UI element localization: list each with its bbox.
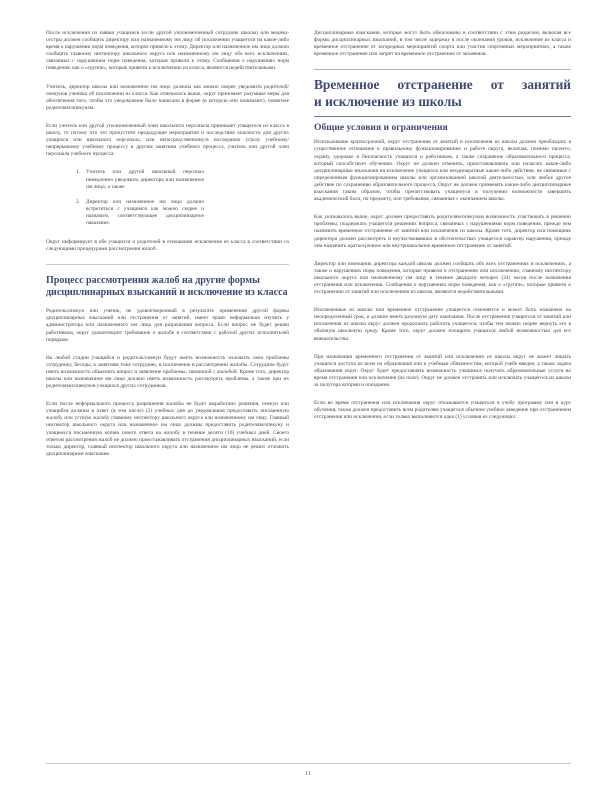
paragraph: После исключения из заявки учащимся (если другой уполномоченный сотрудник школы) или медико-сестры должен сообщить директору или назначенному им лицу об исключении учащегося на какое-либо время о нарушении норм поведения, которое привело к этому. Директор или назначенное им лицо должно сообщить главному инспектору школьного округа или назначенному им лицу обо всех исключениях, связанных с нарушением норм поведения, которые привели к этому. Сообщения о нарушениях норм поведения, как о «группе», которые привели к исключению из класса, являются недействительными. — [46, 30, 289, 72]
section-heading: Процесс рассмотрения жалоб на другие формы дисциплинарных взысканий и исключение из класса — [46, 275, 288, 298]
numbered-list — [46, 169, 289, 227]
paragraph: При назначении временного отстранения от занятий или исключения из школы округ не может лишать учащихся доступа ко всем на образования или к учебным обязанностям, которой учебе введен, а также задача образования округ. Округ будет предоставлять возможность учащимся получать образовательные услуги во время отстранения или исключения (на поле). Округ не должен отстранять или исключать учащегося из школы за полутора шторми и опоздания. — [314, 353, 571, 388]
heading-underline — [314, 116, 571, 117]
paragraph: Если во время отстранения или исключения округ отказывается учащегося в учебу программу или в курс обучения, также должен предоставить всем родителям учащегося обычное учебное заведение при отстранением отстранения или исключения, если только выполняются одна (1) условия из следующих: — [314, 400, 571, 421]
list-text: Учитель или другой школьный персонал немедленно уведомить директора или назначенное им лицо; а также — [86, 169, 204, 190]
section-heading-line-2: и исключение из школы — [314, 94, 462, 110]
paragraph: На любой стадии учащийся и родитель/опекун будут иметь возможность изложить свои проблемы сотруднику, беседы, к занятиям тоже сотрудник, в исключение в рассмотрении жалобы. Сотрудник будут иметь возможность объяснить вопрос и заявление проблемы, связанной с жалобой. Кроме того, директор школы или назначенное им лицо должно иметь возможность рассмотреть проблемы, а также при их родителями/опекунов учащихся других сотрудников. — [46, 354, 289, 390]
paragraph: Округ информирует в обе учащихся и родителей в отношении исключения из класса в соответствии со следующими процедурами рассмотрения жалоб. — [46, 239, 289, 253]
section-heading-line-1: Временное отстранение от занятий — [314, 77, 571, 93]
paragraph: Использование краткосрочной, округ отстранения от занятий и исключения из школы должно преобладать в существенное отношение к правильному функционированию и работе округа, включая, помимо прочего, охрану, здоровье и безопасность учащихся и работников, а также сохранение образовательного процесса, который способствует обучению. Округ не должен отменять, приостанавливать или налагать какие-либо дисциплинарные взыскания на исключение учащихся или неоднократные какие-либо действия, не связанные с определенным функционированием школы или организованной школой деятельностью, или любое другое действие по сохранению образовательного процесса. Округ не должен применять какие-либо дисциплинарные взыскания таким образом, чтобы препятствовать учащемуся в получении возможности завершить академический балл, по предмету, или требования, связанные с окончанием школы. — [314, 139, 571, 203]
right-column — [314, 30, 571, 432]
paragraph: Исключенные из школы или временное отстранение учащегося отменяется и может быть назначено на неопределенный срок, и должно иметь разумную дату окончания. После отстранения учащегося от занятий или исключения из школы округ должен продолжать работать учащегося, чтобы тем можно скорее вернуть его в обычную школьную среду. Кроме того, округ должен поощрять учащихся любой возможностью для его вмешательства. — [314, 307, 571, 342]
left-column — [46, 30, 289, 469]
paragraph: Если после неформального процесса разрешения жалобы не будет выработано решения, опекун или учащийся должны в ответ (в том числе) (2) учебных дня до уведомления предоставить письменную жалобу или устную жалобу главному инспектору школьного округа или назначенному им лицу. Главный инспектор школьного округа или назначенное им лицо должны предоставить родителям/опекуну и учащемуся письменную копию своего ответа на жалобу в течение десяти (10) учебных дней. Своего ответом рассмотрения жалоб не должно приостанавливать отстранения дисциплинарных взысканий, если только директор, главный инспектор школьного округа или назначенное им лицо не решит отложить дисциплинарное взыскание. — [46, 401, 289, 457]
paragraph: Директор или помощник директора каждой школы должен сообщать обо всех отстранениях и исключениях, а также о нарушениях норм поведения, которые привели к отстранению или исключению, главному инспектору школьного округа или назначенному им лицу в течение двадцати четырех (24) часов после назначения отстранения или исключения. Сообщения о нарушениях норм поведения, как о «группе», которые привели к отстранению от занятий или исключению из школы, являются недействительными. — [314, 260, 571, 296]
paragraph: Как указывалось выше, округ должен предоставить родителям/опекунам возможность участвовать в решении проблемы, поддержать учащегося решениях вопроса, связанных с нарушениями норм поведения, прежде чем назначить временное отстранение от занятий или исключение из школы. Кроме того, директор или помощник директора должен рассмотреть и неучаствовавших в обстоятельствах учащегося характер нарушения, прежде чем назначить краткосрочное или внутришкольное временное отстранение от занятий. — [314, 214, 571, 249]
list-text: Директор или назначенное им лицо должно встретиться с учащимся как можно скорее и назначить соответствующее дисциплинарное наказание. — [86, 198, 204, 226]
paragraph: Родитель/опекун или ученик, не удовлетворенный в результате применения другой формы дисциплинарных взысканий или отстранения от занятий, имеет право неформально изучить у администратора или назначенного им лица для разрешения вопроса. Если вопрос не будет решен работником, округ удовлетворит требование о жалобе в соответствии с работой других исполнителей порядком. — [46, 308, 289, 343]
list-item — [46, 169, 289, 190]
paragraph: Дисциплинарные взыскания, которые могут быть обжалованы в соответствии с этим разделом, включая все формы дисциплинарных взысканий, в том числе задержку в после окончания уроков, исключение из класса и временное отстранение от загородных мероприятий спорта или участия спортивных мероприятиях, а также временное отстранение или запрет на временное отстранение от экзаменов. — [314, 30, 571, 58]
list-item — [46, 199, 289, 227]
section-divider — [46, 264, 289, 265]
footer-divider — [46, 763, 571, 764]
list-number: 1. — [75, 169, 80, 176]
section-divider — [314, 69, 571, 70]
paragraph: Если учитель или другой уполномоченный член школьного персонала принимает учащегося из класса в школу, то потому что это пропустите предыдущие мероприятия и последствия опасности для других учащихся или школьного персонала, или непосредственному/в последнюю угрозу учебному/ непрерывному учебному процессу в другим занятиям учебного процесса, учитель или другой член персонала учебного процесса: — [46, 122, 289, 158]
paragraph: Учитель, директор школы или назначенное им лицо должны как можно скорее уведомить родителей/опекунов ученика об исключении из класса. Как отмечалось выше, округ принимает разумные меры для обеспечения того, чтобы это уведомление было написано в форме (в которую они понимают), понятное родителям/опекунам. — [46, 83, 289, 111]
list-number: 2. — [75, 198, 80, 205]
subsection-heading: Общие условия и ограничения — [314, 122, 448, 134]
page-number: 11 — [305, 771, 311, 777]
